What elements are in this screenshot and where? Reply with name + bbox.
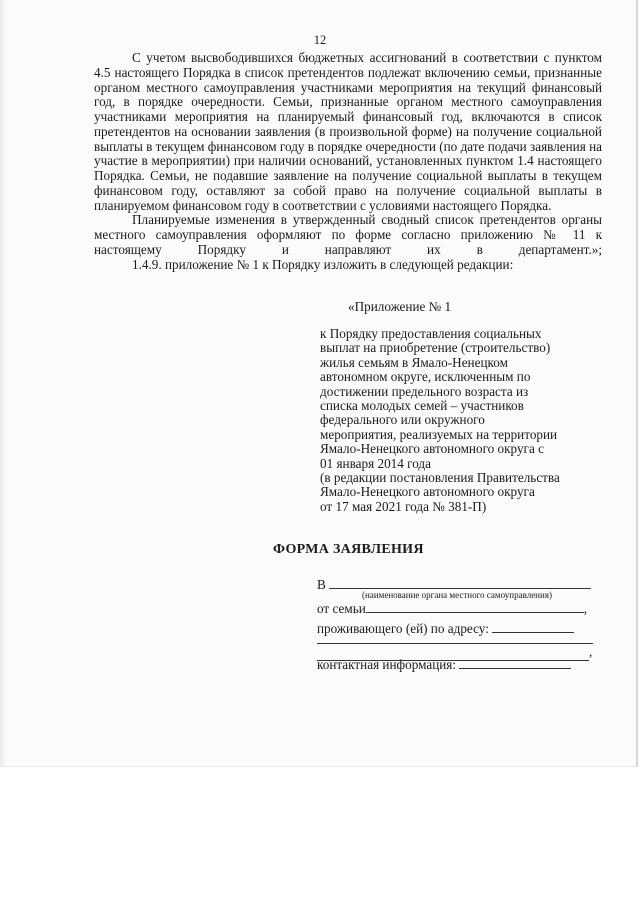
to-caption: (наименование органа местного самоуправления) — [362, 590, 552, 600]
paragraph-changes: Планируемые изменения в утвержденный сводный список претендентов органы местного самоуправления оформляют по форме согласно приложению № 11 к настоящему Порядку и направляют их в департамент.»; — [94, 212, 602, 257]
paragraph-budget: С учетом высвободившихся бюджетных ассигнований в соответствии с пунктом 4.5 настоящего Порядка в список претендентов подлежат включению семьи, признанные органом местного самоуправления участниками мероприятия на текущий финансовый год, в порядке очередности. Семьи, признанные органом местного самоуправления участниками мероприятия на планируемый финансовый год, включаются в список претендентов на основании заявления (в произвольной форме) на получение социальной выплаты в текущем финансовом году в порядке очередности (по дате подачи заявления на участие в мероприятии) при наличии оснований, установленных пунктом 1.4 настоящего Порядка. Семьи, не подавшие заявление на получение социальной выплаты в текущем финансовом году, оставляют за собой право на получение социальной выплаты в планируемом финансовом году в соответствии с условиями настоящего Порядка. — [94, 50, 603, 213]
contact-row — [317, 656, 571, 673]
appendix-heading: «Приложение № 1 — [348, 299, 452, 314]
from-suffix: , — [583, 601, 588, 616]
appendix-line: от 17 мая 2021 года № 381-П) — [320, 498, 487, 514]
address-suffix: , — [589, 644, 593, 659]
appendix-line: федерального или окружного — [320, 412, 485, 428]
appendix-line: достижении предельного возраста из — [320, 383, 529, 399]
contact-label: контактная информация: — [317, 657, 457, 672]
appendix-line: списка молодых семей – участников — [320, 398, 524, 414]
address-line-2[interactable] — [317, 642, 593, 644]
form-title: ФОРМА ЗАЯВЛЕНИЯ — [273, 542, 424, 557]
appendix-line: (в редакции постановления Правительства — [320, 470, 560, 486]
to-prefix: В — [317, 577, 326, 592]
address-row — [317, 620, 574, 637]
appendix-line: Ямало-Ненецкого автономного округа — [320, 484, 535, 500]
appendix-block — [320, 327, 605, 514]
appendix-line: 01 января 2014 года — [320, 455, 431, 471]
from-field[interactable] — [366, 600, 584, 613]
contact-field[interactable] — [459, 656, 571, 669]
paragraph-amendment: 1.4.9. приложение № 1 к Порядку изложить в следующей редакции: — [132, 256, 514, 272]
appendix-line: Ямало-Ненецкого автономного округа с — [320, 441, 544, 457]
page-number: 12 — [313, 33, 327, 47]
appendix-line: мероприятия, реализуемых на территории — [320, 426, 558, 442]
address-field[interactable] — [492, 620, 574, 633]
body-text — [94, 51, 602, 272]
from-row — [317, 600, 587, 617]
from-label: от семьи — [317, 601, 366, 616]
appendix-line: автономном округе, исключенным по — [320, 369, 531, 385]
appendix-line: к Порядку предоставления социальных — [320, 326, 542, 341]
appendix-line: выплат на приобретение (строительство) — [320, 340, 551, 356]
appendix-line: жилья семьям в Ямало-Ненецком — [320, 354, 508, 370]
address-label: проживающего (ей) по адресу: — [317, 621, 489, 636]
to-field[interactable] — [329, 576, 591, 589]
